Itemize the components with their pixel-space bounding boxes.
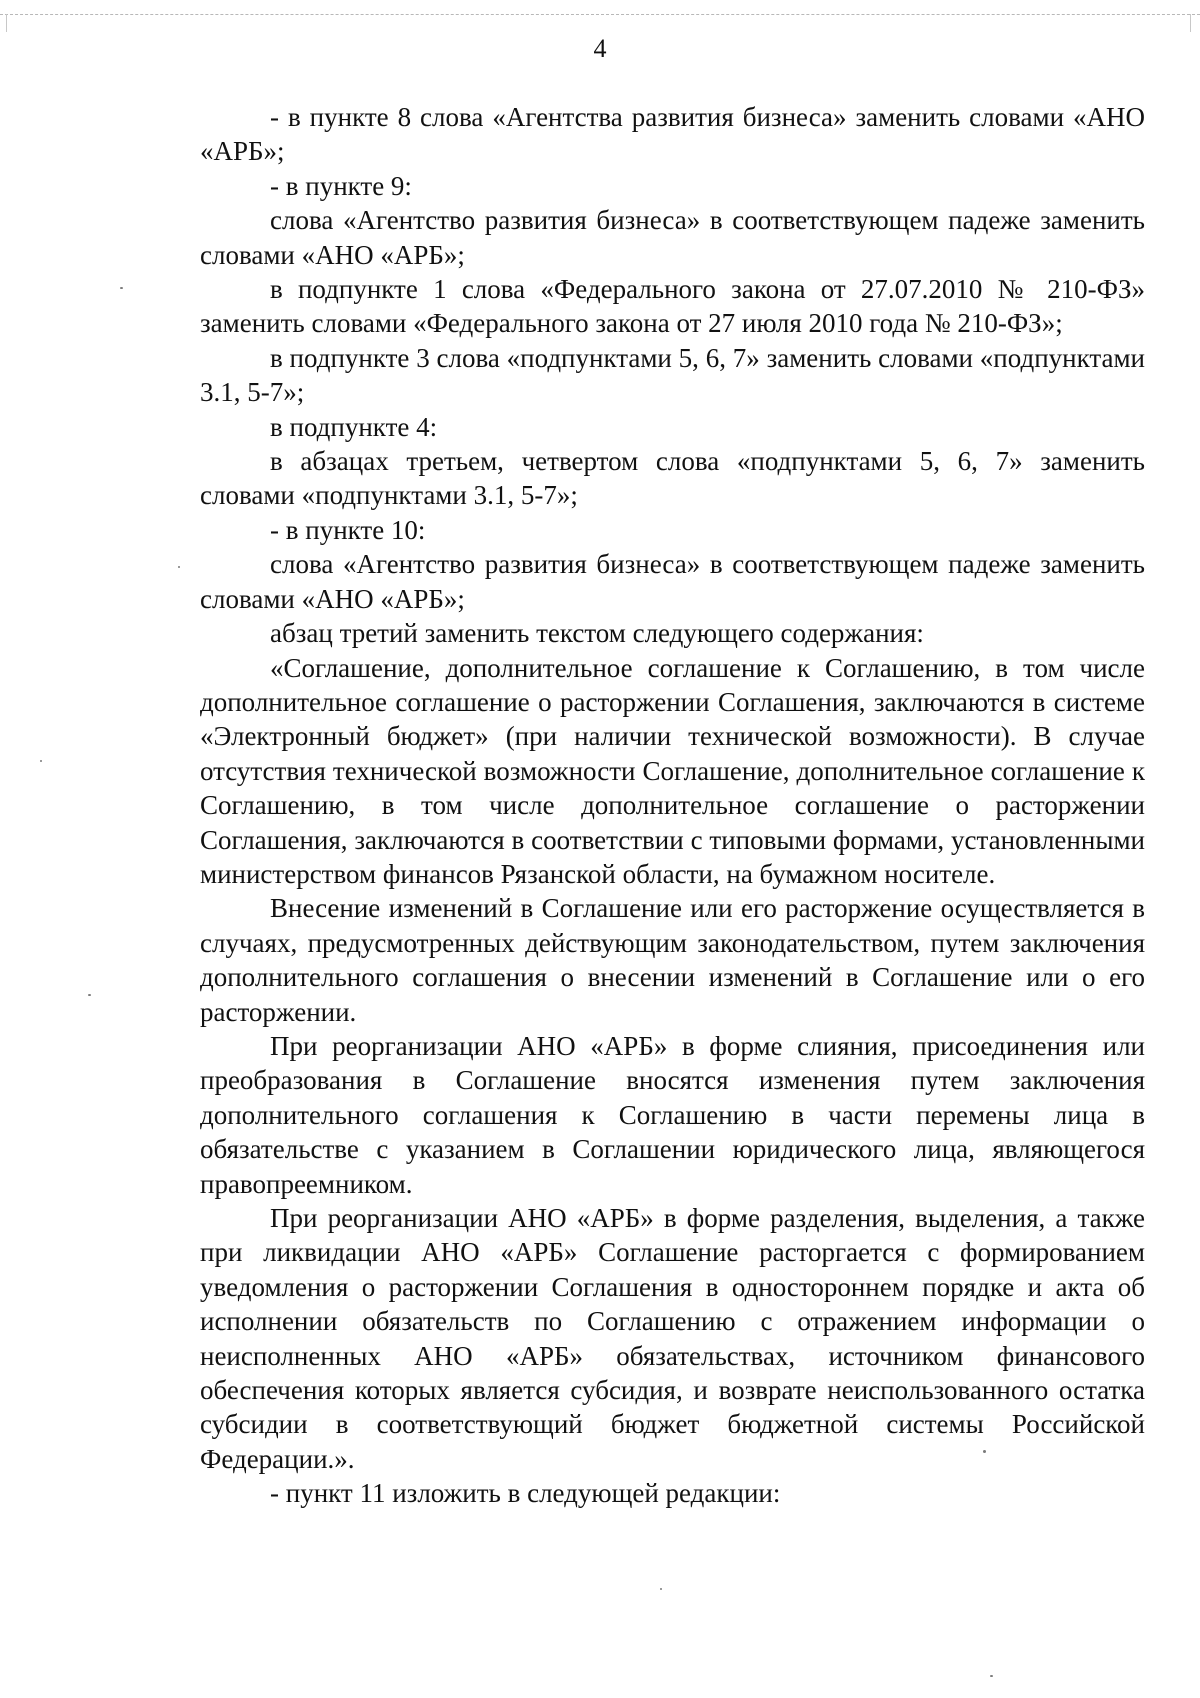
paragraph-reorganization-split: При реорганизации АНО «АРБ» в форме разделения, выделения, а также при ликвидации АНО «АРБ» Соглашение расторгается с формированием уведомления о расторжении Соглашения в одностороннем порядке и акта об исполнении обязательств по Соглашению с отражением информации о неисполненных АНО «АРБ» обязательствах, источником финансового обеспечения которых является субсидия, и возврате неиспользованного остатка субсидии в соответствующий бюджет бюджетной системы Российской Федерации.».: [200, 1203, 1145, 1474]
paragraph-item-8: - в пункте 8 слова «Агентства развития бизнеса» заменить словами «АНО «АРБ»;: [200, 102, 1145, 167]
scan-speck: [983, 1450, 986, 1453]
scan-speck: [178, 566, 180, 568]
scan-right-edge: [1190, 14, 1191, 32]
paragraph-agreement-system: «Соглашение, дополнительное соглашение к Соглашению, в том числе дополнительное соглашение о расторжении Соглашения, заключаются в системе «Электронный бюджет» (при наличии технической возможности). В случае отсутствия технической возможности Соглашение, дополнительное соглашение к Соглашению, в том числе дополнительное соглашение о расторжении Соглашения, заключаются в соответствии с типовыми формами, установленными министерством финансов Рязанской области, на бумажном носителе.: [200, 652, 1145, 889]
paragraph-amendments: Внесение изменений в Соглашение или его расторжение осуществляется в случаях, предусмотренных действующим законодательством, путем заключения дополнительного соглашения о внесении изменений в Соглашение или о его расторжении.: [200, 893, 1145, 1027]
paragraph-item-9-sub-3: в подпункте 3 слова «подпунктами 5, 6, 7» заменить словами «подпунктами 3.1, 5-7»;: [200, 342, 1145, 408]
scan-top-edge: [0, 14, 1200, 25]
paragraph-reorganization-merge: При реорганизации АНО «АРБ» в форме слияния, присоединения или преобразования в Соглашение вносятся изменения путем заключения дополнительного соглашения к Соглашению в части перемены лица в обязательстве с указанием в Соглашении юридического лица, являющегося правопреемником.: [200, 1030, 1145, 1199]
scan-speck: [990, 1675, 993, 1677]
document-body: [200, 100, 1145, 1511]
scan-speck: [88, 994, 91, 996]
scan-speck: [120, 287, 123, 289]
paragraph-item-9-words: слова «Агентство развития бизнеса» в соответствующем падеже заменить словами «АНО «АРБ»;: [200, 205, 1145, 270]
scan-speck: [40, 760, 42, 762]
paragraph-item-10-third: абзац третий заменить текстом следующего содержания:: [270, 618, 924, 649]
paragraph-item-10-words: слова «Агентство развития бизнеса» в соответствующем падеже заменить словами «АНО «АРБ»;: [200, 549, 1145, 614]
paragraph-item-11: - пункт 11 изложить в следующей редакции:: [270, 1478, 781, 1509]
scan-speck: [660, 1588, 662, 1590]
paragraph-item-9-sub-4: в подпункте 4:: [270, 411, 438, 442]
paragraph-item-9: - в пункте 9:: [270, 170, 412, 201]
paragraph-item-10: - в пункте 10:: [270, 514, 426, 545]
paragraph-item-9-sub-1: в подпункте 1 слова «Федерального закона от 27.07.2010 № 210-ФЗ» заменить словами «Федерального закона от 27 июля 2010 года № 210-ФЗ»;: [200, 274, 1145, 339]
page-number: 4: [593, 34, 607, 63]
scan-left-edge: [6, 14, 7, 32]
paragraph-item-9-sub-4-text: в абзацах третьем, четвертом слова «подпунктами 5, 6, 7» заменить словами «подпунктами 3.1, 5-7»;: [200, 446, 1145, 511]
